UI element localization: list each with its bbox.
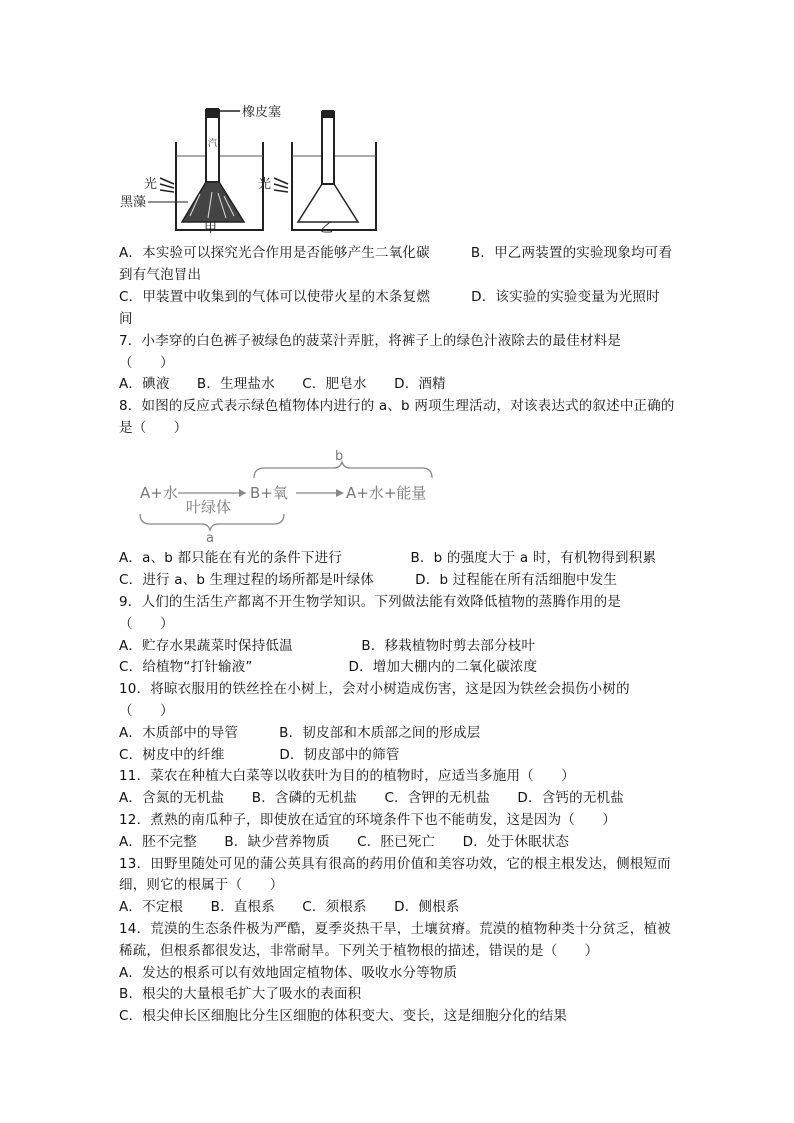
question-7-options: A．碘液 B．生理盐水 C．肥皂水 D．酒精 bbox=[119, 376, 446, 392]
option-line: A．本实验可以探究光合作用是否能够产生二氧化碳 B．甲乙两装置的实验现象均可看 bbox=[119, 245, 673, 261]
question-8-option-cd: C．进行 a、b 生理过程的场所都是叶绿体 D．b 过程能在所有活细胞中发生 bbox=[119, 572, 618, 588]
question-13: 13．田野里随处可见的蒲公英具有很高的药用价值和美容功效，它的根主根发达，侧根短而 bbox=[119, 856, 671, 872]
label-algae: 黑藻 bbox=[120, 195, 147, 210]
option-line: 间 bbox=[119, 311, 133, 327]
svg-text:汽: 汽 bbox=[208, 139, 218, 149]
question-9-option-cd: C．给植物“打针输液” D．增加大棚内的二氧化碳浓度 bbox=[119, 659, 538, 675]
middle-product: B+氧 bbox=[250, 484, 288, 502]
question-8-option-ab: A．a、b 都只能在有光的条件下进行 B．b 的强度大于 a 时，有机物得到积累 bbox=[119, 550, 657, 566]
question-13-options: A．不定根 B．直根系 C．须根系 D．侧根系 bbox=[119, 899, 460, 915]
question-10-paren: （ ） bbox=[119, 703, 174, 719]
question-14: 14．荒漠的生态条件极为严酷，夏季炎热干旱，土壤贫瘠。荒漠的植物种类十分贫乏，植被 bbox=[119, 921, 671, 937]
experiment-figure bbox=[118, 98, 408, 234]
question-10-option-ab: A．木质部中的导管 B．韧皮部和木质部之间的形成层 bbox=[119, 725, 481, 741]
reaction-diagram bbox=[138, 446, 448, 546]
option-line: 到有气泡冒出 bbox=[119, 267, 202, 283]
question-7: 7．小李穿的白色裤子被绿色的菠菜汁弄脏，将裤子上的绿色汁液除去的最佳材料是 bbox=[119, 333, 621, 349]
question-8: 8．如图的反应式表示绿色植物体内进行的 a、b 两项生理活动，对该表达式的叙述中正确的 bbox=[119, 398, 675, 414]
question-9: 9．人们的生活生产都离不开生物学知识。下列做法能有效降低植物的蒸腾作用的是 bbox=[119, 594, 621, 610]
final-product: A+水+能量 bbox=[346, 484, 427, 502]
question-14-cont: 稀疏，但根系都很发达，非常耐旱。下列关于植物根的描述，错误的是（ ） bbox=[119, 943, 599, 959]
label-light-left: 光 bbox=[144, 177, 158, 192]
question-13-cont: 细，则它的根属于（ ） bbox=[119, 877, 284, 893]
question-10: 10．将晾衣服用的铁丝拴在小树上，会对小树造成伤害，这是因为铁丝会损伤小树的 bbox=[119, 681, 630, 697]
question-7-paren: （ ） bbox=[119, 355, 174, 371]
label-light-right: 光 bbox=[258, 177, 272, 192]
catalyst: 叶绿体 bbox=[186, 498, 232, 516]
label-jia: 甲 bbox=[204, 221, 218, 234]
question-14-option-c: C．根尖伸长区细胞比分生区细胞的体积变大、变长，这是细胞分化的结果 bbox=[119, 1008, 568, 1024]
question-12-options: A．胚不完整 B．缺少营养物质 C．胚已死亡 D．处于休眠状态 bbox=[119, 834, 570, 850]
option-line: C．甲装置中收集到的气体可以使带火星的木条复燃 D．该实验的实验变量为光照时 bbox=[119, 289, 660, 305]
question-14-option-a: A．发达的根系可以有效地固定植物体、吸收水分等物质 bbox=[119, 965, 458, 981]
reactant: A+水 bbox=[140, 484, 178, 502]
question-8-cont: 是（ ） bbox=[119, 420, 188, 436]
question-12: 12．煮熟的南瓜种子，即使放在适宜的环境条件下也不能萌发，这是因为（ ） bbox=[119, 812, 617, 828]
question-11-options: A．含氮的无机盐 B．含磷的无机盐 C．含钾的无机盐 D．含钙的无机盐 bbox=[119, 790, 624, 806]
question-10-option-cd: C．树皮中的纤维 D．韧皮部中的筛管 bbox=[119, 747, 400, 763]
label-a: a bbox=[206, 531, 214, 546]
question-11: 11．菜农在种植大白菜等以收获叶为目的的植物时，应适当多施用（ ） bbox=[119, 768, 575, 784]
question-9-paren: （ ） bbox=[119, 616, 174, 632]
label-yi: 乙 bbox=[320, 221, 334, 234]
question-14-option-b: B．根尖的大量根毛扩大了吸水的表面积 bbox=[119, 986, 362, 1002]
label-stopper: 橡皮塞 bbox=[242, 105, 282, 120]
label-b: b bbox=[335, 449, 344, 464]
question-9-option-ab: A．贮存水果蔬菜时保持低温 B．移栽植物时剪去部分枝叶 bbox=[119, 638, 536, 654]
